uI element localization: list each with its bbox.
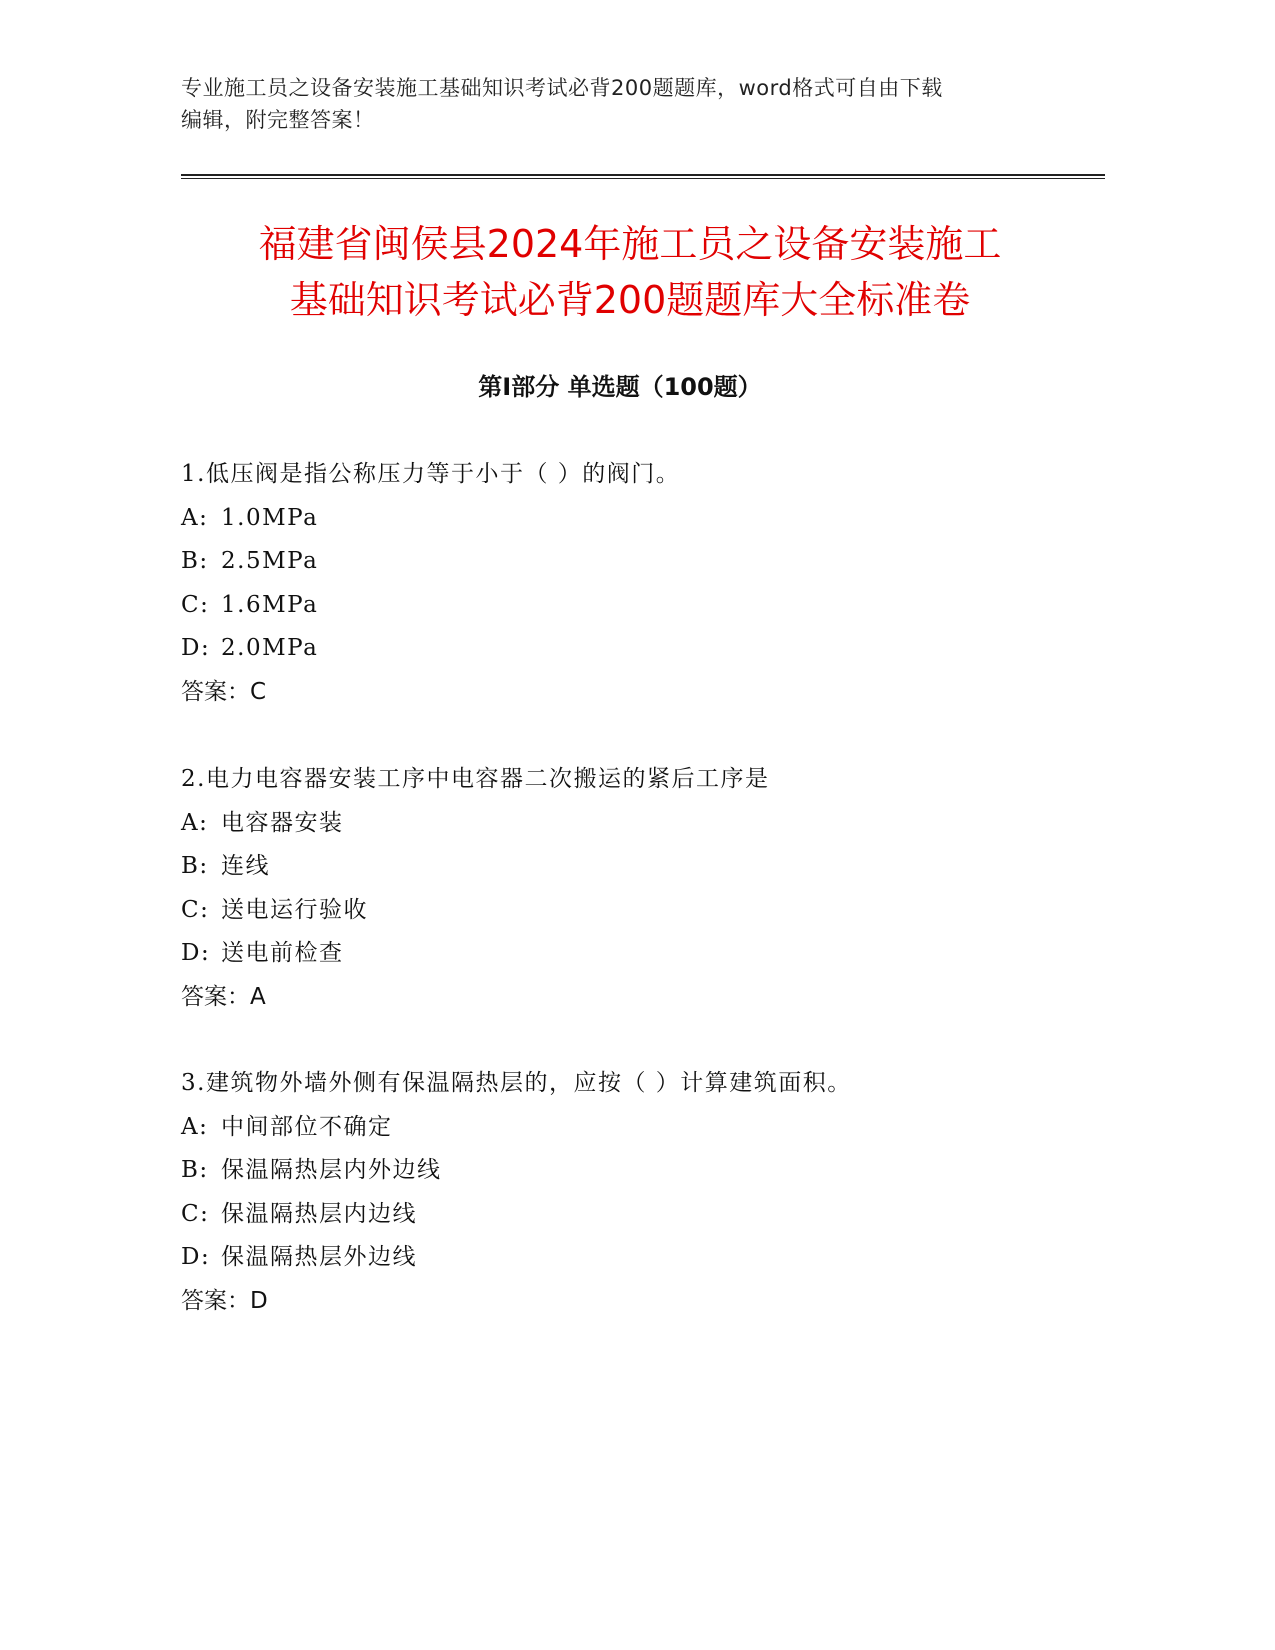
question-3 [181, 1062, 1081, 1323]
answer-line: 答案：A [181, 983, 266, 1010]
option-d [181, 1236, 1081, 1280]
section-heading: 第Ⅰ部分 单选题（100题） [478, 373, 762, 401]
question-stem: 2.电力电容器安装工序中电容器二次搬运的紧后工序是 [181, 766, 770, 792]
header-rule-thin [181, 178, 1105, 179]
answer-line: 答案：D [181, 1287, 268, 1314]
document-title-line-1: 福建省闽侯县2024年施工员之设备安装施工 [258, 222, 1002, 266]
option-text: 1.0MPa [221, 504, 319, 531]
option-letter: A: [181, 1113, 209, 1140]
option-a [181, 497, 1081, 541]
document-title-line-2: 基础知识考试必背200题题库大全标准卷 [289, 278, 971, 322]
option-letter: D: [181, 1244, 211, 1270]
question-stem: 1.低压阀是指公称压力等于小于（ ）的阀门。 [181, 461, 681, 487]
option-letter: D: [181, 940, 211, 966]
header-note-line-1: 专业施工员之设备安装施工基础知识考试必背200题题库，word格式可自由下载 [181, 76, 943, 100]
question-1 [181, 453, 1081, 714]
header-rule-thick [181, 174, 1105, 176]
option-text: 2.5MPa [221, 548, 319, 574]
option-letter: C: [181, 591, 210, 618]
option-text: 保温隔热层内外边线 [221, 1157, 442, 1183]
option-letter: A: [181, 504, 209, 531]
option-text: 保温隔热层内边线 [221, 1200, 417, 1227]
option-text: 1.6MPa [221, 591, 319, 618]
header-note [181, 72, 1041, 136]
option-c [181, 584, 1081, 628]
answer-line: 答案：C [181, 678, 267, 705]
option-letter: B: [181, 548, 209, 574]
option-b [181, 845, 1081, 889]
option-a [181, 1106, 1081, 1150]
option-letter: B: [181, 1157, 209, 1183]
option-letter: B: [181, 853, 209, 879]
option-letter: C: [181, 896, 210, 923]
option-text: 2.0MPa [221, 635, 319, 661]
option-letter: D: [181, 635, 211, 661]
option-letter: C: [181, 1200, 210, 1227]
header-note-line-2: 编辑，附完整答案！ [181, 108, 375, 132]
option-text: 中间部位不确定 [221, 1113, 393, 1140]
option-text: 送电运行验收 [221, 896, 368, 923]
option-letter: A: [181, 809, 209, 836]
option-c [181, 1193, 1081, 1237]
option-text: 保温隔热层外边线 [221, 1244, 417, 1270]
question-stem: 3.建筑物外墙外侧有保温隔热层的，应按（ ）计算建筑面积。 [181, 1070, 852, 1096]
question-2 [181, 758, 1081, 1019]
option-c [181, 889, 1081, 933]
option-text: 电容器安装 [221, 809, 344, 836]
document-title [160, 216, 1100, 328]
option-text: 送电前检查 [221, 940, 344, 966]
option-d [181, 932, 1081, 976]
option-d [181, 627, 1081, 671]
option-b [181, 1149, 1081, 1193]
option-b [181, 540, 1081, 584]
option-text: 连线 [221, 853, 270, 879]
option-a [181, 802, 1081, 846]
